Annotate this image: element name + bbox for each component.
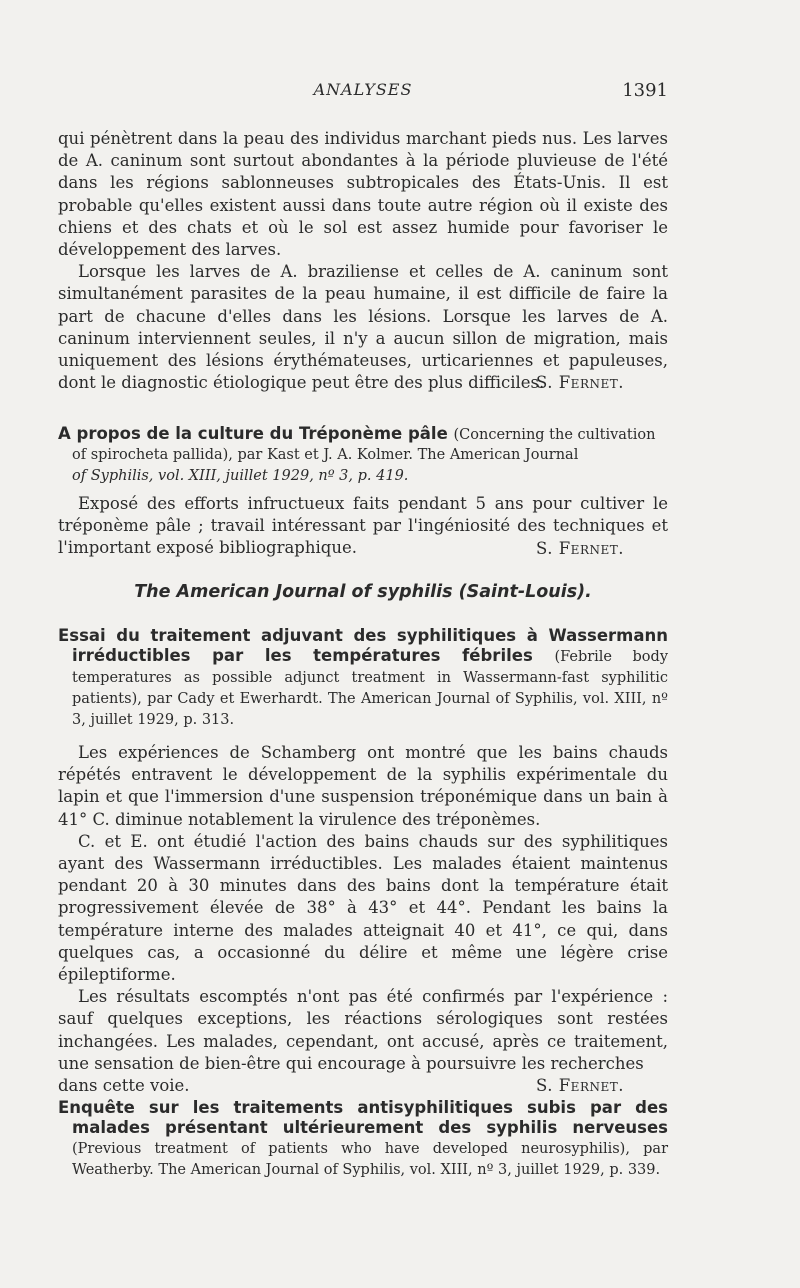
article-title-block [58,626,668,730]
article-title: Essai du traitement adjuvant des syphilitiques à Wassermann irréductibles par les températures fébriles [58,626,668,665]
running-header [58,80,668,104]
article-2 [58,626,668,1097]
paragraph: C. et E. ont étudié l'action des bains chauds sur des syphilitiques ayant des Wassermann irréductibles. Les malades étaient maintenus pendant 20 à 30 minutes dans des bains dont la température était progressivement élevée de 38° à 43° et 44°. Pendant les bains la température interne des malades atteignait 40 et 41°, ce qui, dans quelques cas, a occasionné du délire et même une légère crise épileptiforme. [58,831,668,985]
citation: (Febrile body temperatures as possible adjunct treatment in Wassermann-fast syphilitic patients), par Cady et Ewerhardt. The American Journal of Syphilis, vol. XIII, nº 3, juillet 1929, p. 313. [72,649,669,728]
article-title: Enquête sur les traitements antisyphilitiques subis par des malades présentant ultérieurement des syphilis nerveuses [58,1098,668,1137]
signature: S. Fernet. [536,373,624,393]
signature-line [58,1075,668,1097]
article-3 [58,1098,668,1180]
page-number: 1391 [622,80,668,101]
citation: (Concerning the cultivation [453,427,656,443]
citation: of spirocheta pallida), par Kast et J. A. Kolmer. The American Journal [72,447,579,463]
citation: of Syphilis, vol. XIII, juillet 1929, nº 3, p. 419. [72,468,409,484]
paragraph-end: dans cette voie. [58,1076,190,1096]
running-title: ANALYSES [313,80,413,99]
signature: S. Fernet. [536,538,624,558]
journal-heading: The American Journal of syphilis (Saint-Louis). [134,582,592,602]
paragraph: Les résultats escomptés n'ont pas été confirmés par l'expérience : sauf quelques exceptions, les réactions sérologiques sont restées inchangées. Les malades, cependant, ont accusé, après ce traitement, une sensation de bien-être qui encourage à poursuivre les recherches [58,987,668,1073]
citation: (Previous treatment of patients who have developed neurosyphilis), par Weatherby. The American Journal of Syphilis, vol. XIII, nº 3, juillet 1929, p. 339. [72,1141,668,1178]
signature: S. Fernet. [536,1076,624,1096]
article-title: A propos de la culture du Tréponème pâle [58,424,448,443]
article-title-block [58,1098,668,1180]
paragraph: Les expériences de Schamberg ont montré que les bains chauds répétés entravent le développement de la syphilis expérimentale du lapin et que l'immersion d'une suspension tréponémique dans un bain à 41° C. diminue notablement la virulence des tréponèmes. [58,743,668,829]
article-title-block [58,424,668,445]
section-continuation [58,128,668,394]
article-1 [58,424,668,560]
paragraph: qui pénètrent dans la peau des individus marchant pieds nus. Les larves de A. caninum sont surtout abondantes à la période pluvieuse de l'été dans les régions sablonneuses subtropicales des États-Unis. Il est probable qu'elles existent aussi dans toute autre région où il existe des chiens et des chats et où le sol est assez humide pour favoriser le développement des larves. [58,129,668,260]
paragraph: Exposé des efforts infructueux faits pendant 5 ans pour cultiver le tréponème pâle ; travail intéressant par l'ingéniosité des techniques et l'important exposé bibliographique. [58,494,668,558]
paragraph: Lorsque les larves de A. braziliense et celles de A. caninum sont simultanément parasites de la peau humaine, il est difficile de faire la part de chacune d'elles dans les lésions. Lorsque les larves de A. caninum interviennent seules, il n'y a aucun sillon de migration, mais uniquement des lésions érythémateuses, urticariennes et papuleuses, dont le diagnostic étiologique peut être des plus difficiles. [58,262,668,393]
